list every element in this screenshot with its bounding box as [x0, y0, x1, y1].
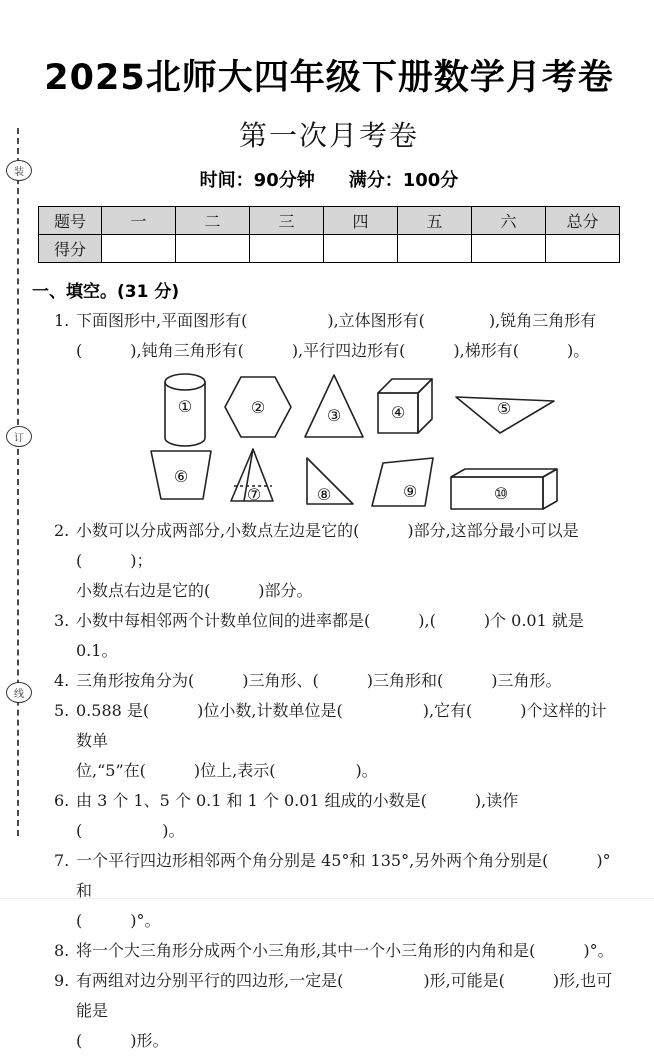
binding-seal-zhuang: [6, 160, 32, 181]
question-3: [54, 606, 620, 666]
score-header-cell: 三: [250, 207, 324, 235]
question-text-line: 小数可以分成两部分,小数点左边是它的( )部分,这部分最小可以是( )；: [76, 521, 579, 570]
paper-title: 2025北师大四年级下册数学月考卷: [44, 58, 614, 98]
score-header-cell: 二: [176, 207, 250, 235]
question-number: 6.: [54, 791, 70, 810]
shape-parallelogram: [370, 456, 436, 510]
question-text-line: ( ),钝角三角形有( ),平行四边形有( ),梯形有( )。: [76, 341, 590, 360]
question-number: 3.: [54, 611, 70, 630]
question-number: 9.: [54, 971, 70, 990]
question-text-line: 下面图形中,平面图形有( ),立体图形有( ),锐角三角形有: [76, 311, 597, 330]
score-header-cell: 总分: [546, 207, 620, 235]
score-table-score-row: [39, 235, 620, 263]
exam-info-line: [38, 166, 620, 192]
question-number: 4.: [54, 671, 70, 690]
full-score-label: 满分：100分: [348, 170, 459, 191]
score-table-header-row: [39, 207, 620, 235]
binding-seal-label: 订: [14, 433, 24, 444]
shape-acute-triangle: [303, 373, 365, 439]
question-6: [54, 786, 620, 846]
shape-label: ②: [250, 398, 266, 417]
section-one-title: 一、填空。(31 分): [32, 282, 180, 302]
score-cell-empty: [546, 235, 620, 263]
question-text-line: 一个平行四边形相邻两个角分别是 45°和 135°,另外两个角分别是( )°和: [76, 851, 611, 900]
shape-hexagon: [223, 375, 293, 439]
question-7: [54, 846, 620, 936]
question-number: 1.: [54, 311, 70, 330]
score-cell-empty: [324, 235, 398, 263]
score-header-cell: 题号: [39, 207, 102, 235]
score-cell-empty: [472, 235, 546, 263]
question-text-line: 位,“5”在( )位上,表示( )。: [76, 761, 378, 780]
question-text-line: 0.588 是( )位小数,计数单位是( ),它有( )个这样的计数单: [76, 701, 607, 750]
question-text-line: 有两组对边分别平行的四边形,一定是( )形,可能是( )形,也可能是: [76, 971, 613, 1020]
shape-right-triangle: [303, 456, 355, 506]
shape-label: ③: [326, 406, 342, 425]
question-2: [54, 516, 620, 606]
shape-label: ①: [177, 397, 193, 416]
question-text-line: 小数中每相邻两个计数单位间的进率都是( ),( )个 0.01 就是 0.1。: [76, 611, 584, 660]
binding-seal-xian: [6, 682, 32, 703]
question-4: [54, 666, 620, 696]
score-cell-empty: [102, 235, 176, 263]
shape-label: ⑧: [316, 485, 332, 504]
question-5: [54, 696, 620, 786]
shape-obtuse-triangle: [452, 391, 558, 437]
score-header-cell: 五: [398, 207, 472, 235]
question-text-line: 将一个大三角形分成两个小三角形,其中一个小三角形的内角和是( )°。: [76, 941, 614, 960]
question-1: [54, 306, 620, 366]
question-number: 8.: [54, 941, 70, 960]
score-cell-empty: [176, 235, 250, 263]
score-cell-empty: [398, 235, 472, 263]
score-row-label: 得分: [39, 235, 102, 263]
score-table: [38, 206, 620, 263]
question-number: 7.: [54, 851, 70, 870]
shape-trapezoid: [149, 449, 213, 503]
score-header-cell: 六: [472, 207, 546, 235]
shape-label: ⑨: [402, 482, 418, 501]
shape-label: ⑩: [493, 484, 509, 503]
shape-label: ⑥: [173, 467, 189, 486]
question-text-line: 三角形按角分为( )三角形、( )三角形和( )三角形。: [76, 671, 562, 690]
shape-cylinder: [163, 372, 207, 448]
shape-pyramid: [229, 447, 277, 505]
binding-seal-ding: [6, 426, 32, 447]
shape-label: ⑤: [496, 399, 512, 418]
question-number: 2.: [54, 521, 70, 540]
score-header-cell: 四: [324, 207, 398, 235]
fill-in-blank-questions: [54, 306, 620, 1056]
question-text-line: 由 3 个 1、5 个 0.1 和 1 个 0.01 组成的小数是( ),读作( )。: [76, 791, 519, 840]
question-8: [54, 936, 620, 966]
figure-group: [38, 366, 620, 516]
question-text-line: ( )形。: [76, 1031, 169, 1050]
binding-seal-label: 线: [14, 689, 24, 700]
time-limit-label: 时间：90分钟: [199, 170, 315, 191]
question-9: [54, 966, 620, 1056]
shape-label: ⑦: [246, 485, 262, 504]
shape-cube: [374, 375, 434, 437]
shape-cuboid: [449, 467, 561, 513]
score-cell-empty: [250, 235, 324, 263]
binding-dashed-line: [17, 128, 19, 836]
score-header-cell: 一: [102, 207, 176, 235]
shape-label: ④: [390, 403, 406, 422]
question-text-line: 小数点右边是它的( )部分。: [76, 581, 313, 600]
binding-seal-label: 装: [14, 167, 24, 178]
paper-subtitle: 第一次月考卷: [238, 119, 419, 152]
question-text-line: ( )°。: [76, 911, 161, 930]
question-number: 5.: [54, 701, 70, 720]
